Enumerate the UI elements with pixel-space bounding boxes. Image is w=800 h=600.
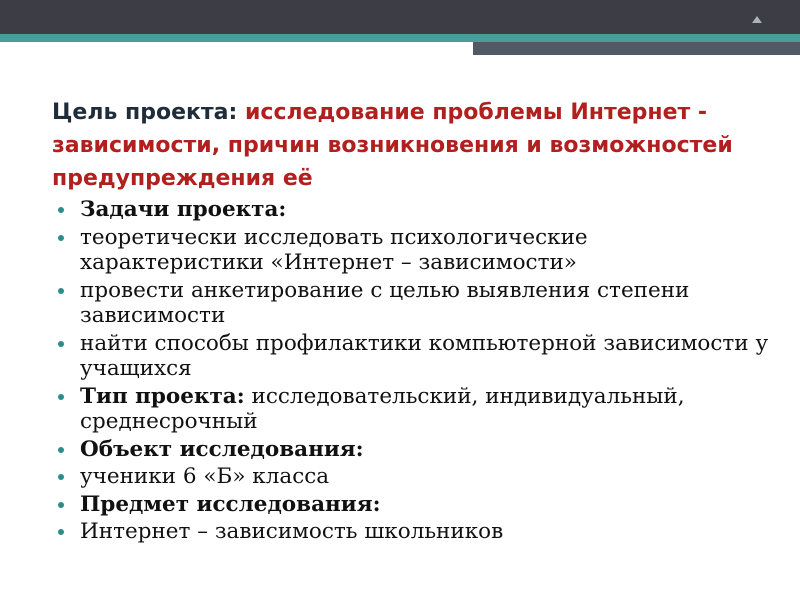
bullet-item: [55, 197, 775, 223]
bullet-item: [55, 437, 775, 463]
bullet-item: [55, 492, 775, 518]
header-stripe: [0, 34, 800, 42]
bullet-item: [55, 225, 775, 276]
bullet-item: [55, 331, 775, 382]
header-accent-bar: [473, 42, 800, 55]
bullet-text: ученики 6 «Б» класса: [80, 464, 330, 489]
bullet-text: Интернет – зависимость школьников: [80, 519, 504, 544]
bullet-text: исследовательский, индивидуальный, среднесрочный: [80, 383, 685, 434]
bullet-bold: Объект исследования:: [80, 436, 364, 462]
bullet-item: [55, 278, 775, 329]
bullet-item: [55, 464, 775, 490]
triangle-marker-icon: [752, 16, 762, 23]
bullet-item: [55, 519, 775, 545]
bullet-item: [55, 384, 775, 435]
bullet-bold: Тип проекта:: [80, 383, 245, 409]
bullet-bold: Предмет исследования:: [80, 491, 381, 517]
bullet-list: [55, 197, 775, 547]
title-text: исследование проблемы Интернет - зависимости, причин возникновения и возможностей предупреждения её: [52, 100, 733, 191]
slide-title: [52, 96, 772, 195]
header-band: [0, 0, 800, 34]
title-prefix: Цель проекта:: [52, 100, 245, 125]
bullet-text: найти способы профилактики компьютерной зависимости у учащихся: [80, 330, 769, 381]
bullet-bold: Задачи проекта:: [80, 197, 287, 222]
bullet-text: провести анкетирование с целью выявления степени зависимости: [80, 277, 690, 328]
bullet-text: теоретически исследовать психологические характеристики «Интернет – зависимости»: [80, 224, 588, 275]
